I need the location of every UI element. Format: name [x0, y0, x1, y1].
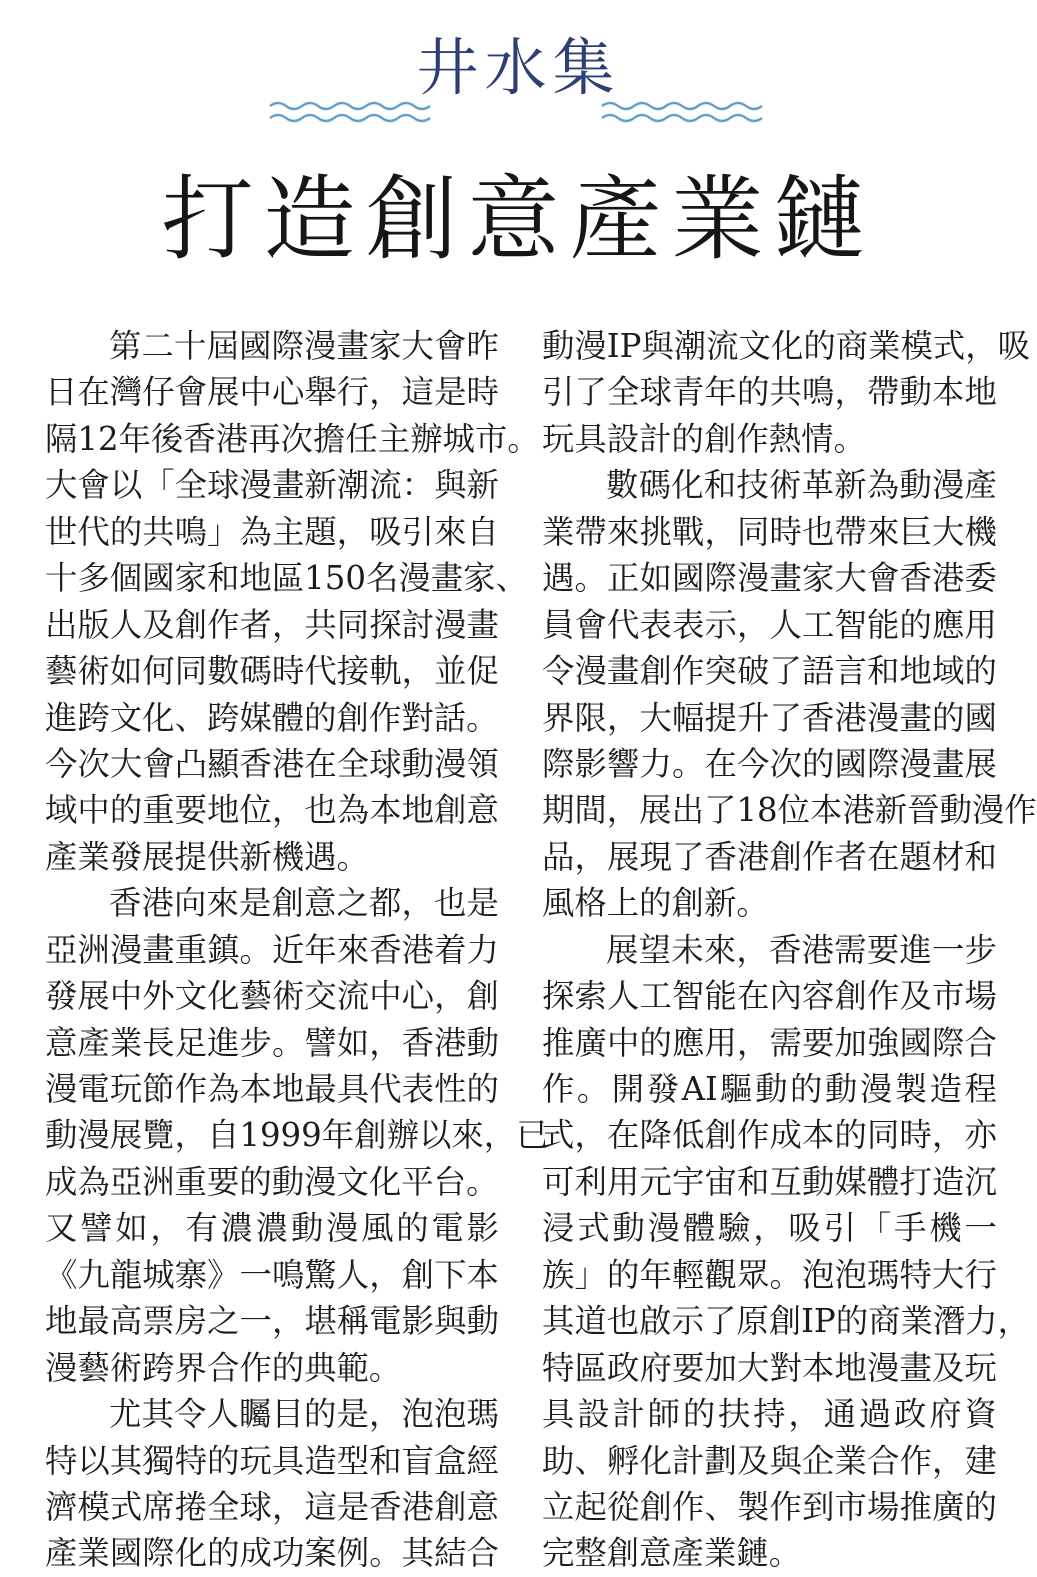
article-column-right: [542, 323, 1037, 1577]
article-line: 十 多 個 國 家 和 地 區 150 名 漫 畫 家 、: [45, 559, 528, 598]
article-line: 日 在 灣 仔 會 展 中 心 舉 行 ， 這 是 時: [45, 373, 499, 412]
article-line: 玩具設計的創作熱情。: [542, 419, 866, 458]
article-line: 進跨文化、跨媒體的創作對話。: [45, 698, 499, 737]
article-line: 大 會 以 「 全 球 漫 畫 新 潮 流 ： 與 新: [45, 466, 499, 505]
wave-ornament-left-icon: [268, 98, 438, 132]
article-line: 具 設 計 師 的 扶 持 ， 通 過 政 府 資: [542, 1395, 997, 1434]
article-line: 立 起 從 創 作 、 製 作 到 市 場 推 廣 的: [542, 1487, 997, 1526]
article-line: 可 利 用 元 宇 宙 和 互 動 媒 體 打 造 沉: [542, 1162, 997, 1201]
article-line: 完整創意產業鏈。: [542, 1534, 802, 1573]
article-line: 助 、 孵 化 計 劃 及 與 企 業 合 作 ， 建: [542, 1441, 997, 1480]
article-line: 特 區 政 府 要 加 大 對 本 地 漫 畫 及 玩: [542, 1348, 997, 1387]
article-line: 品 ， 展 現 了 香 港 創 作 者 在 題 材 和: [542, 837, 997, 876]
article-line: 員 會 代 表 表 示 ， 人 工 智 能 的 應 用: [542, 605, 997, 644]
article-line: 出 版 人 及 創 作 者 ， 共 同 探 討 漫 畫: [45, 605, 499, 644]
article-line: 式 ， 在 降 低 創 作 成 本 的 同 時 ， 亦: [542, 1116, 997, 1155]
article-line: 界 限 ， 大 幅 提 升 了 香 港 漫 畫 的 國: [542, 698, 997, 737]
article-line: 香 港 向 來 是 創 意 之 都 ， 也 是: [109, 884, 499, 923]
article-line: 第 二 十 屆 國 際 漫 畫 家 大 會 昨: [109, 327, 499, 365]
article-line: 尤 其 令 人 矚 目 的 是 ， 泡 泡 瑪: [109, 1395, 499, 1434]
article-line: 成為亞洲重要的動漫文化平台。: [45, 1162, 499, 1201]
article-line: 風格上的創新。: [542, 884, 769, 923]
article-line: 作 。 開 發 AI 驅 動 的 動 漫 製 造 程: [542, 1070, 997, 1108]
wave-ornament-right-icon: [600, 98, 770, 132]
article-line: 漫藝術跨界合作的典範。: [45, 1348, 402, 1387]
article-line: 今 次 大 會 凸 顯 香 港 在 全 球 動 漫 領: [45, 744, 499, 783]
article-line: 引 了 全 球 青 年 的 共 鳴 ， 帶 動 本 地: [542, 373, 997, 412]
article-line: 數 碼 化 和 技 術 革 新 為 動 漫 產: [606, 466, 997, 505]
article-line: 又 譬 如 ， 有 濃 濃 動 漫 風 的 電 影: [45, 1209, 499, 1248]
article-line: 族 」 的 年 輕 觀 眾 。 泡 泡 瑪 特 大 行: [542, 1255, 997, 1294]
article-line: 業 帶 來 挑 戰 ， 同 時 也 帶 來 巨 大 機: [542, 512, 997, 551]
article-line: 浸 式 動 漫 體 驗 ， 吸 引 「 手 機 一: [542, 1209, 997, 1248]
article-line: 動 漫 IP 與 潮 流 文 化 的 商 業 模 式 ， 吸: [542, 327, 1031, 365]
article-line: 漫 電 玩 節 作 為 本 地 最 具 代 表 性 的: [45, 1070, 499, 1108]
article-line: 域 中 的 重 要 地 位 ， 也 為 本 地 創 意: [45, 791, 499, 830]
article-line: 藝 術 如 何 同 數 碼 時 代 接 軌 ， 並 促: [45, 652, 499, 691]
article-line: 遇 。 正 如 國 際 漫 畫 家 大 會 香 港 委: [542, 559, 997, 598]
article-line: 其 道 也 啟 示 了 原 創 IP 的 商 業 潛 力 ，: [542, 1302, 1031, 1341]
article-line: 隔12年後香港再次擔任主辦城市。: [45, 419, 540, 458]
article-line: 亞 洲 漫 畫 重 鎮 。 近 年 來 香 港 着 力: [45, 930, 499, 969]
article-line: 發 展 中 外 文 化 藝 術 交 流 中 心 ， 創: [45, 977, 499, 1016]
article-line: 推 廣 中 的 應 用 ， 需 要 加 強 國 際 合: [542, 1023, 997, 1062]
column-name: 井水集: [416, 31, 621, 104]
article-line: 《 九 龍 城 寨 》 一 鳴 驚 人 ， 創 下 本: [45, 1255, 499, 1294]
article-line: 動 漫 展 覽 ， 自 1999 年 創 辦 以 來 ， 已: [45, 1116, 549, 1155]
article-line: 濟 模 式 席 捲 全 球 ， 這 是 香 港 創 意: [45, 1487, 499, 1526]
article-line: 產業發展提供新機遇。: [45, 837, 369, 876]
article-line: 地 最 高 票 房 之 一 ， 堪 稱 電 影 與 動: [45, 1302, 499, 1341]
article-line: 探 索 人 工 智 能 在 內 容 創 作 及 市 場: [542, 977, 997, 1016]
headline: 打造創意產業鏈: [161, 166, 876, 273]
article-column-left: [45, 323, 549, 1577]
article-line: 世 代 的 共 鳴 」 為 主 題 ， 吸 引 來 自: [45, 512, 499, 551]
article-line: 意 產 業 長 足 進 步 。 譬 如 ， 香 港 動: [45, 1023, 499, 1062]
article-line: 產 業 國 際 化 的 成 功 案 例 。 其 結 合: [45, 1534, 499, 1573]
article-line: 令 漫 畫 創 作 突 破 了 語 言 和 地 域 的: [542, 652, 997, 691]
article-line: 展 望 未 來 ， 香 港 需 要 進 一 步: [606, 930, 997, 969]
article-line: 特 以 其 獨 特 的 玩 具 造 型 和 盲 盒 經: [45, 1441, 499, 1480]
article-line: 際 影 響 力 。 在 今 次 的 國 際 漫 畫 展: [542, 744, 997, 783]
article-line: 期 間 ， 展 出 了 18 位 本 港 新 晉 動 漫 作: [542, 791, 1037, 830]
